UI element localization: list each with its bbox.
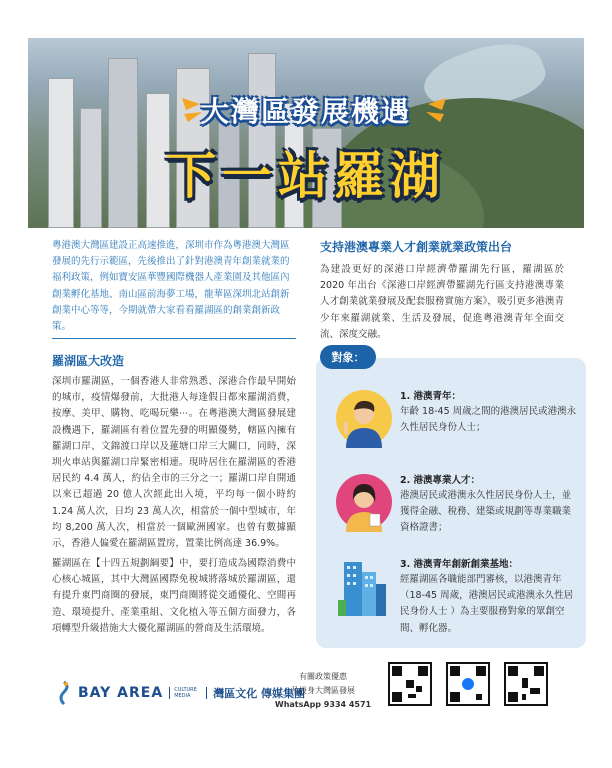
hero-title: 下一站羅湖 [166,147,446,205]
target-1-desc: 年齡 18-45 周歲之間的港澳居民或港澳永久性居民身份人士； [400,406,577,434]
intro-paragraph: 粵港澳大灣區建設正高速推進，深圳市作為粵港澳大灣區發展的先行示範區，先後推出了針對港澳青年創業就業的福利政策，例如寶安區華豐國際機器人產業園及其他區內創業孵化基地、南山區前海夢工場，龍華區深圳北站創新創業中心等等，今期就帶大家看看羅湖區的創業創新政策。 [52,240,290,333]
footer-info-line-1: 有關政策優惠 [299,672,347,681]
footer-contact [268,670,378,712]
qr-code[interactable] [446,662,490,706]
logo-chinese-name: 灣區文化 傳媒集團 [213,687,306,700]
policy-paragraph: 為建設更好的深港口岸經濟帶羅湖先行區，羅湖區於 2020 年出台《深港口岸經濟帶羅湖先行區支持港澳專業人才創業就業發展及配套服務實施方案》，吸引更多港澳青少年來羅湖就業、生活及發展，促進粵港澳青年全面交流、深度交融。 [320,264,564,340]
luohu-paragraph-1: 深圳市羅湖區，一個香港人非常熟悉、深港合作最早開始的城市，疫情爆發前，大批港人每逢假日都來羅湖消費，按摩、美甲、購物、吃喝玩樂⋯。在粵港澳大灣區發展建設機遇下，羅湖區有着位置先發的明顯優勢，轄區內擁有羅湖口岸、文錦渡口岸以及蓮塘口岸三大關口，同時，深圳火車站與羅湖口岸緊密相連。現時居住在羅湖區的香港居民約 4.4 萬人，約佔全市的三分之一；羅湖口岸自開通以來已超過 20 億人次經此出入境，平均每一個小時約 1.24 萬人次，日均 23 萬人次，相當於一個中型城市，年均 8,200 萬人次，相當於一個歐洲國家。也曾有數據顯示，香港人偏愛在羅湖區置房，置業比例高達 36.9%。 [52,376,296,550]
target-item [326,472,582,552]
footer-info-line-2: 及投身大灣區發展 [291,686,355,695]
professional-woman-icon [334,472,394,532]
luohu-paragraph-2: 羅湖區在【十四五規劃綱要】中，要打造成為國際消費中心核心城區，其中大灣區國際免稅城將落城於羅湖區，還有提升東門商圈的發展，東門商圈將從交通優化、空間再造、環境提升、產業重組、文化植入等五個方面發力，各項轉型升級措施大大優化羅湖區的營商及生活環境。 [52,558,296,634]
target-2-title: 2. 港澳專業人才： [400,475,481,486]
hero-subtitle: 大灣區發展機遇 [200,95,411,128]
skyscraper-icon [334,556,394,616]
logo-subtext: CULTURE MEDIA [169,687,207,699]
young-man-icon [334,388,394,448]
target-item [326,556,582,642]
whatsapp-number: WhatsApp 9334 4571 [274,700,372,709]
target-item [326,388,582,458]
luohu-heading: 羅湖區大改造 [52,354,125,368]
logo-text: BAY AREA [78,685,164,701]
target-3-title: 3. 港澳青年創新創業基地： [400,559,519,570]
policy-heading: 支持港澳專業人才創業就業政策出台 [320,240,513,254]
target-2-desc: 港澳居民或港澳永久性居民身份人士，並獲得金融、稅務、建築或規劃等專業職業資格證書； [400,490,572,534]
target-1-title: 1. 港澳青年： [400,391,462,402]
target-3-desc: 經羅湖區各職能部門審核，以港澳青年（18-45 周歲，港澳居民或港澳永久性居民身份人士 ）為主要服務對象的眾創空間、孵化器。 [400,574,574,634]
logo-mark-icon [56,680,72,706]
section-divider [52,338,296,339]
hero-banner [28,38,584,228]
qr-code[interactable] [388,662,432,706]
qr-code[interactable] [504,662,548,706]
footer [0,654,612,754]
targets-tag: 對象： [320,345,376,369]
